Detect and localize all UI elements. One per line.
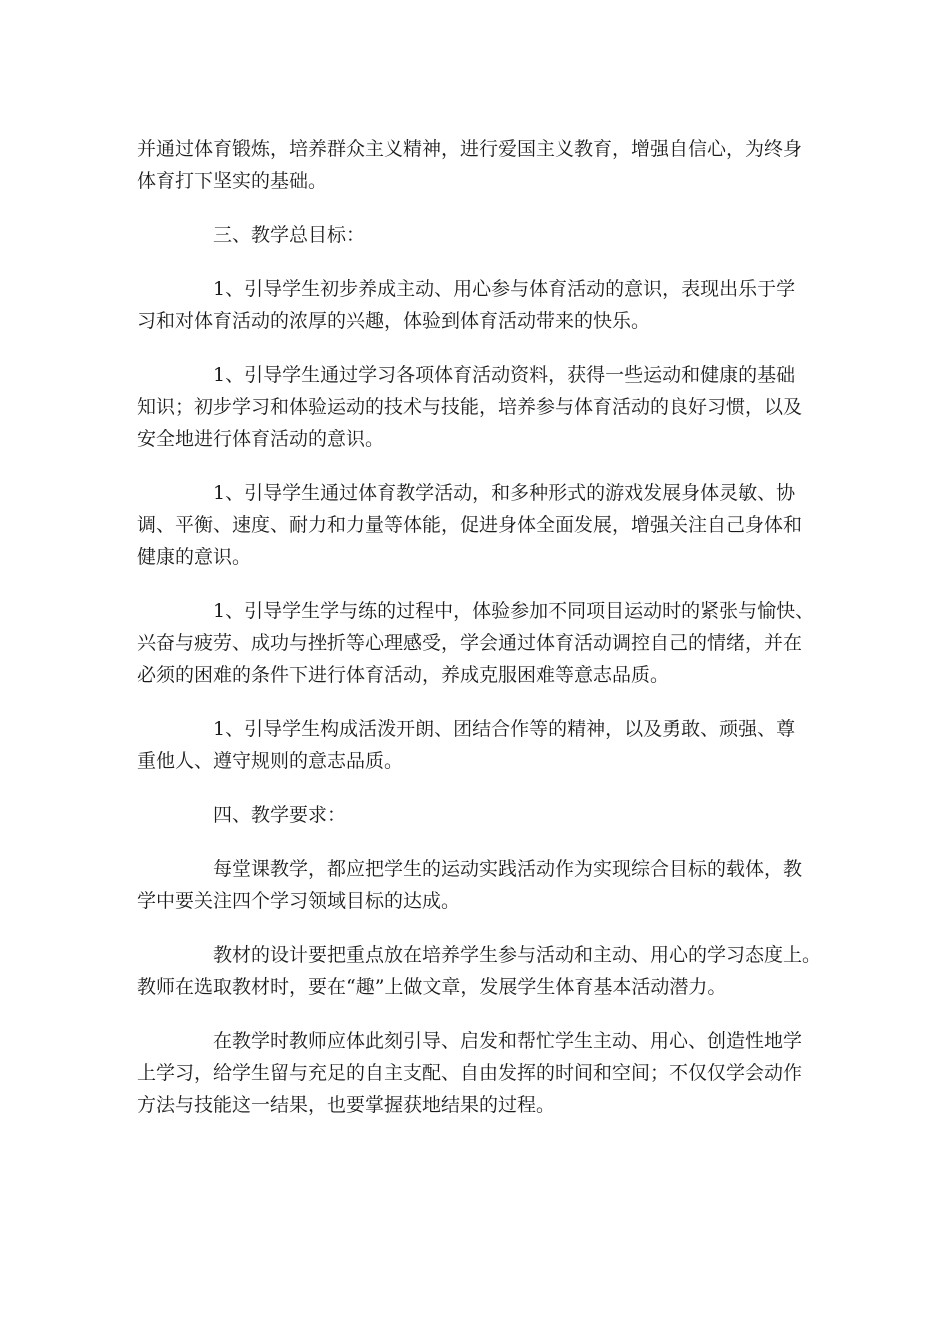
text-line: 上学习，给学生留与充足的自主支配、自由发挥的时间和空间；不仅仅学会动作	[137, 1062, 803, 1084]
text-line: 学中要关注四个学习领域目标的达成。	[137, 890, 461, 912]
text-line: 必须的困难的条件下进行体育活动，养成克服困难等意志品质。	[137, 664, 670, 686]
paragraph-goal-1	[137, 273, 817, 337]
text-line: 教材的设计要把重点放在培养学生参与活动和主动、用心的学习态度上。	[213, 944, 822, 966]
text-line: 安全地进行体育活动的意识。	[137, 428, 385, 450]
text-line: 1、引导学生构成活泼开朗、团结合作等的精神，以及勇敢、顽强、尊	[213, 718, 796, 740]
section-heading-goals	[137, 219, 817, 251]
text-line: 知识；初步学习和体验运动的技术与技能，培养参与体育活动的良好习惯，以及	[137, 396, 803, 418]
paragraph-requirement-3	[137, 1025, 817, 1121]
text-line: 在教学时教师应体此刻引导、启发和帮忙学生主动、用心、创造性地学	[213, 1030, 803, 1052]
text-line: 习和对体育活动的浓厚的兴趣，体验到体育活动带来的快乐。	[137, 310, 651, 332]
paragraph-intro-continuation	[137, 133, 817, 197]
text-line: 1、引导学生初步养成主动、用心参与体育活动的意识，表现出乐于学	[213, 278, 796, 300]
text-line: 兴奋与疲劳、成功与挫折等心理感受，学会通过体育活动调控自己的情绪，并在	[137, 632, 803, 654]
text-line: 体育打下坚实的基础。	[137, 170, 328, 192]
text-line: 每堂课教学，都应把学生的运动实践活动作为实现综合目标的载体，教	[213, 858, 803, 880]
paragraph-goal-2	[137, 359, 817, 455]
heading-text: 四、教学要求：	[213, 804, 347, 826]
text-line: 1、引导学生通过学习各项体育活动资料，获得一些运动和健康的基础	[213, 364, 796, 386]
section-heading-requirements	[137, 799, 817, 831]
text-line: 方法与技能这一结果，也要掌握获地结果的过程。	[137, 1094, 556, 1116]
paragraph-requirement-2	[137, 939, 822, 1003]
paragraph-goal-4	[137, 595, 817, 691]
paragraph-requirement-1	[137, 853, 817, 917]
heading-text: 三、教学总目标：	[213, 224, 366, 246]
text-line: 1、引导学生通过体育教学活动，和多种形式的游戏发展身体灵敏、协	[213, 482, 796, 504]
text-line: 1、引导学生学与练的过程中，体验参加不同项目运动时的紧张与愉快、	[213, 600, 815, 622]
paragraph-goal-5	[137, 713, 817, 777]
text-line: 调、平衡、速度、耐力和力量等体能，促进身体全面发展，增强关注自己身体和	[137, 514, 803, 536]
document-body	[137, 133, 822, 1143]
paragraph-goal-3	[137, 477, 817, 573]
text-line: 健康的意识。	[137, 546, 252, 568]
text-line: 重他人、遵守规则的意志品质。	[137, 750, 404, 772]
text-line: 教师在选取教材时，要在“趣”上做文章，发展学生体育基本活动潜力。	[137, 976, 727, 998]
text-line: 并通过体育锻炼，培养群众主义精神，进行爱国主义教育，增强自信心，为终身	[137, 138, 803, 160]
